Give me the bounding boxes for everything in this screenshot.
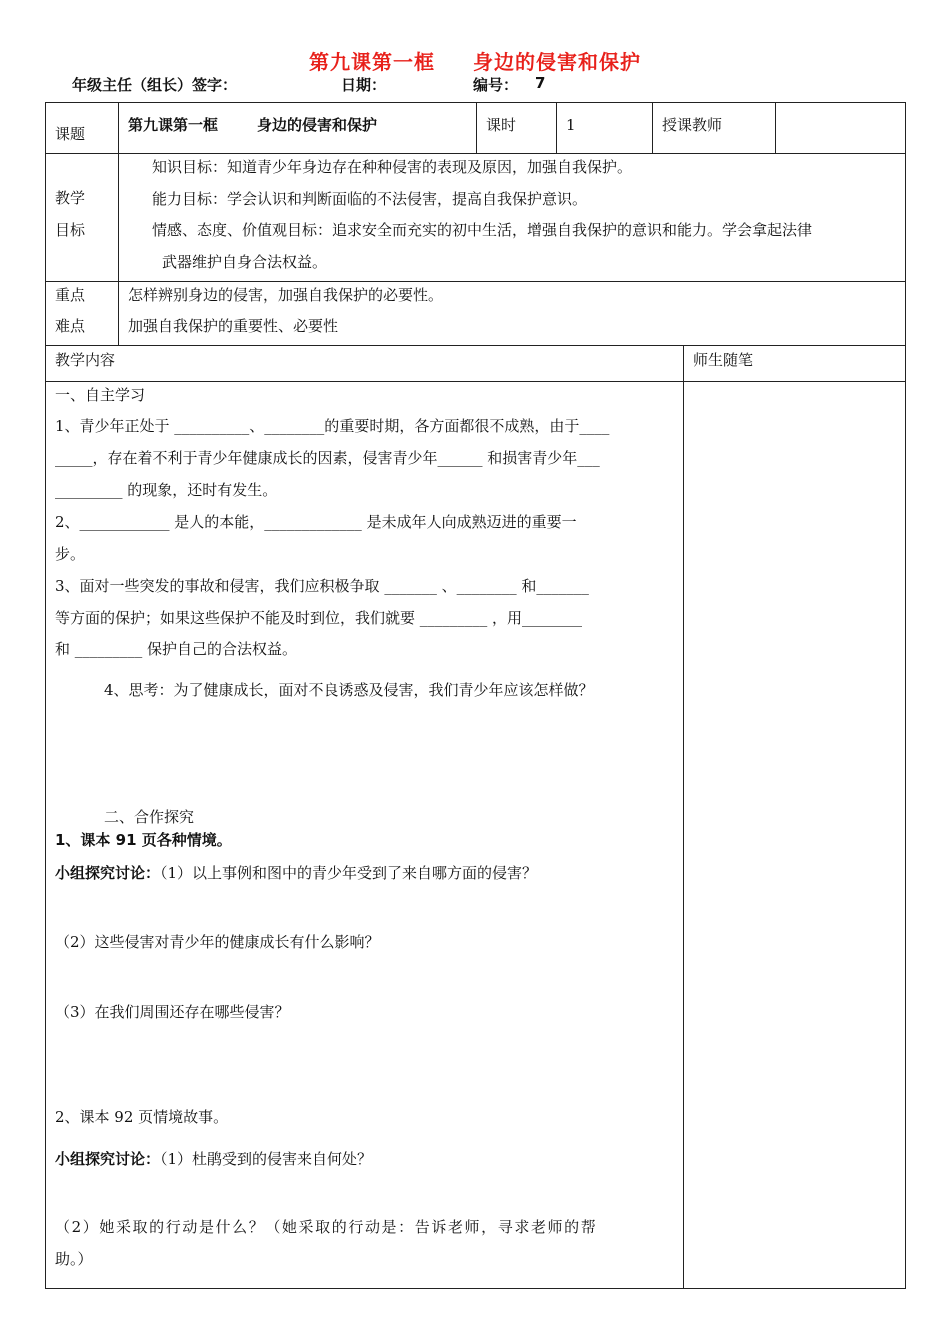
goal-ability: 能力目标：学会认识和判断面临的不法侵害，提高自我保护意识。 — [152, 190, 588, 208]
key-point: 怎样辨别身边的侵害，加强自我保护的必要性。 — [128, 286, 444, 304]
hours-label: 课时 — [486, 116, 517, 134]
table-rule — [683, 345, 684, 1289]
section2-heading: 二、合作探究 — [104, 808, 195, 826]
goals-label-2: 目标 — [55, 221, 86, 239]
section1-heading: 一、自主学习 — [55, 386, 146, 404]
q2-line1: 2、____________ 是人的本能，_____________ 是未成年人向成熟迈进的重要一 — [55, 513, 577, 531]
item2: 2、课本 92 页情境故事。 — [55, 1108, 229, 1126]
discuss-label-2: 小组探究讨论： — [55, 1150, 161, 1168]
q1-line1: 1、青少年正处于 __________、________的重要时期，各方面都很不成熟，由于____ — [55, 417, 610, 435]
q3-line2: 等方面的保护；如果这些保护不能及时到位，我们就要 _________ ，用________ — [55, 609, 583, 627]
item1: 1、课本 91 页各种情境。 — [55, 831, 232, 849]
notes-label: 师生随笔 — [693, 351, 754, 369]
item1-discussion — [55, 863, 537, 883]
item2-q2-line1: （2）她采取的行动是什么？（她采取的行动是：告诉老师，寻求老师的帮 — [55, 1218, 598, 1236]
hours-value: 1 — [566, 116, 576, 134]
table-rule — [118, 102, 119, 345]
number-value: 7 — [535, 74, 546, 92]
goals-label-1: 教学 — [55, 189, 86, 207]
title-part2: 身边的侵害和保护 — [473, 50, 641, 74]
q1-line2: _____，存在着不利于青少年健康成长的因素，侵害青少年______ 和损害青少年___ — [55, 449, 600, 467]
number-label: 编号： — [473, 76, 519, 94]
table-rule — [652, 102, 653, 153]
table-rule — [45, 281, 906, 282]
date-label: 日期： — [341, 76, 387, 94]
topic-value-part1: 第九课第一框 — [128, 116, 219, 134]
title-part1: 第九课第一框 — [309, 50, 435, 74]
table-rule — [775, 102, 776, 153]
item1-q2: （2）这些侵害对青少年的健康成长有什么影响？ — [55, 933, 380, 951]
item2-q2-line2: 助。） — [55, 1250, 93, 1268]
table-rule — [476, 102, 477, 153]
item1-q1: （1）以上事例和图中的青少年受到了来自哪方面的侵害？ — [160, 864, 538, 882]
q3-line1: 3、面对一些突发的事故和侵害，我们应积极争取 _______ 、________ 和_______ — [55, 577, 589, 595]
discuss-label: 小组探究讨论： — [55, 864, 161, 882]
table-rule — [45, 153, 906, 154]
page-title — [0, 46, 950, 75]
difficult-point: 加强自我保护的重要性、必要性 — [128, 317, 339, 335]
table-rule — [45, 381, 906, 382]
topic-label: 课题 — [55, 125, 86, 143]
topic-value-part2: 身边的侵害和保护 — [257, 116, 378, 134]
keypoints-label-2: 难点 — [55, 317, 86, 335]
keypoints-label-1: 重点 — [55, 286, 86, 304]
goal-emotion-2: 武器维护自身合法权益。 — [162, 253, 328, 271]
table-rule — [45, 345, 906, 346]
item1-q3: （3）在我们周围还存在哪些侵害？ — [55, 1003, 290, 1021]
q3-line3: 和 _________ 保护自己的合法权益。 — [55, 640, 298, 658]
item2-discussion — [55, 1149, 372, 1169]
q1-line3: _________ 的现象，还时有发生。 — [55, 481, 278, 499]
q2-line2: 步。 — [55, 545, 86, 563]
teacher-label: 授课教师 — [662, 116, 723, 134]
goal-knowledge: 知识目标：知道青少年身边存在种种侵害的表现及原因，加强自我保护。 — [152, 158, 633, 176]
item2-q1: （1）杜鹃受到的侵害来自何处？ — [160, 1150, 373, 1168]
q4: 4、思考：为了健康成长，面对不良诱惑及侵害，我们青少年应该怎样做？ — [104, 681, 594, 699]
content-label: 教学内容 — [55, 351, 116, 369]
sign-label: 年级主任（组长）签字： — [72, 76, 238, 94]
table-rule — [556, 102, 557, 153]
goal-emotion-1: 情感、态度、价值观目标：追求安全而充实的初中生活，增强自我保护的意识和能力。学会拿起法律 — [152, 221, 813, 239]
